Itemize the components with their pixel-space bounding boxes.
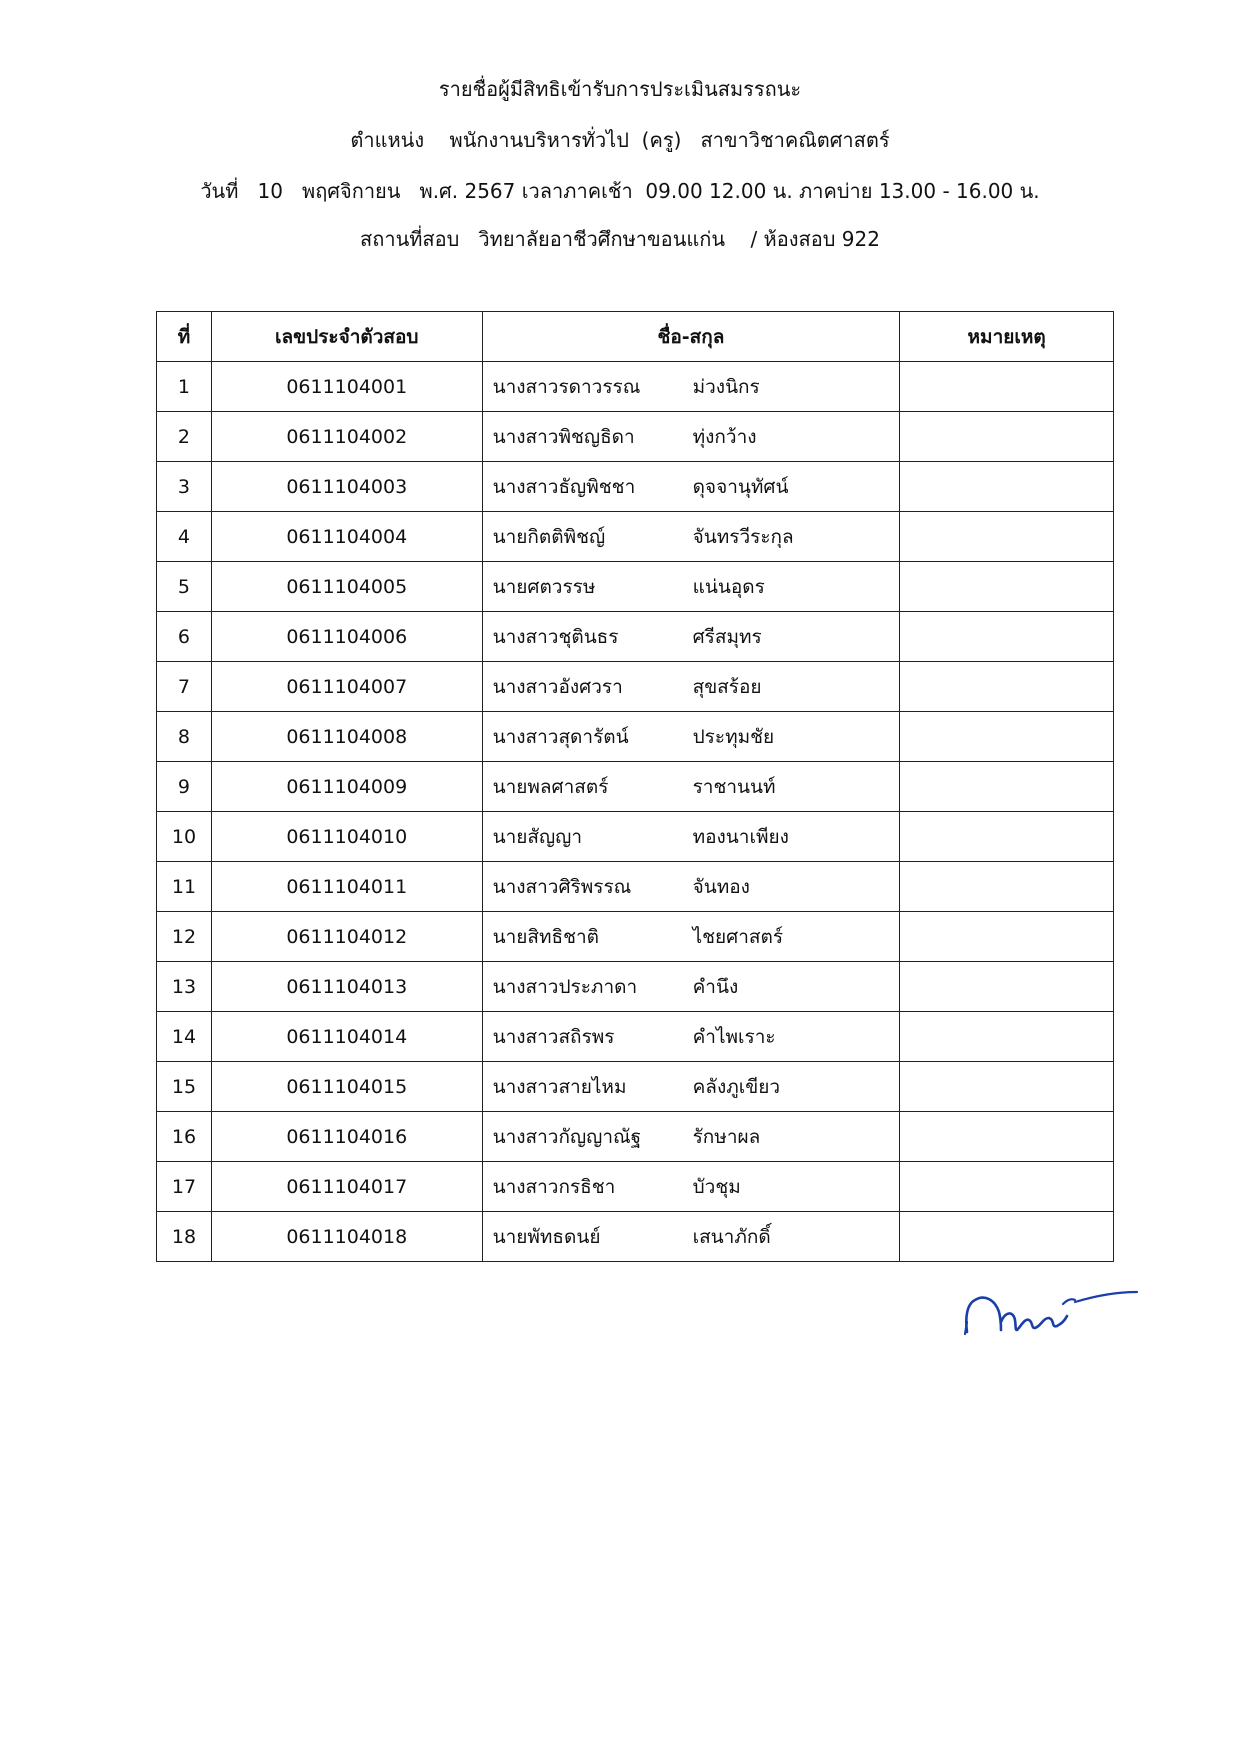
candidate-name (482, 1062, 900, 1112)
table-row (157, 462, 1114, 512)
exam-id: 0611104007 (211, 662, 482, 712)
last-name: ทุ่งกว้าง (692, 425, 757, 448)
first-name: นายพลศาสตร์ (492, 775, 609, 798)
first-name: นางสาวประภาดา (492, 975, 638, 998)
candidate-name (482, 812, 900, 862)
row-number: 4 (157, 512, 212, 562)
exam-id: 0611104014 (211, 1012, 482, 1062)
candidate-name (482, 1012, 900, 1062)
table-row (157, 1012, 1114, 1062)
row-number: 5 (157, 562, 212, 612)
candidate-name (482, 762, 900, 812)
first-name: นายศตวรรษ (492, 575, 596, 598)
exam-id: 0611104002 (211, 412, 482, 462)
table-header-row (157, 312, 1114, 362)
first-name: นางสาวสายไหม (492, 1075, 627, 1098)
candidate-name (482, 662, 900, 712)
exam-id: 0611104012 (211, 912, 482, 962)
remark (900, 462, 1114, 512)
row-number: 18 (157, 1212, 212, 1262)
candidate-name (482, 612, 900, 662)
candidate-name (482, 562, 900, 612)
first-name: นายพัทธดนย์ (492, 1225, 601, 1248)
remark (900, 662, 1114, 712)
last-name: บัวชุม (692, 1175, 741, 1198)
remark (900, 1112, 1114, 1162)
row-number: 17 (157, 1162, 212, 1212)
candidate-name (482, 412, 900, 462)
remark (900, 1012, 1114, 1062)
candidate-name (482, 1212, 900, 1262)
exam-id: 0611104009 (211, 762, 482, 812)
row-number: 3 (157, 462, 212, 512)
table-row (157, 562, 1114, 612)
candidate-name (482, 712, 900, 762)
first-name: นายสิทธิชาติ (492, 925, 600, 948)
row-number: 16 (157, 1112, 212, 1162)
table-row (157, 1162, 1114, 1212)
last-name: เสนาภักดิ์ (692, 1225, 771, 1248)
remark (900, 562, 1114, 612)
last-name: ม่วงนิกร (692, 375, 760, 398)
table-row (157, 662, 1114, 712)
first-name: นางสาวกรธิชา (492, 1175, 616, 1198)
document-title: รายชื่อผู้มีสิทธิเข้ารับการประเมินสมรรถนะ (438, 77, 802, 101)
table-row (157, 962, 1114, 1012)
row-number: 10 (157, 812, 212, 862)
table-row (157, 1062, 1114, 1112)
table-row (157, 362, 1114, 412)
exam-id: 0611104004 (211, 512, 482, 562)
handwritten-signature (955, 1282, 1145, 1342)
column-header-number: ที่ (157, 312, 212, 362)
table-row (157, 812, 1114, 862)
last-name: แน่นอุดร (692, 575, 765, 598)
row-number: 6 (157, 612, 212, 662)
table-body (157, 362, 1114, 1262)
last-name: ราชานนท์ (692, 775, 776, 798)
last-name: รักษาผล (692, 1125, 761, 1148)
remark (900, 1062, 1114, 1112)
exam-id: 0611104018 (211, 1212, 482, 1262)
remark (900, 1212, 1114, 1262)
column-header-name: ชื่อ-สกุล (482, 312, 900, 362)
position-line: ตำแหน่ง พนักงานบริหารทั่วไป (ครู) สาขาวิชาคณิตศาสตร์ (350, 128, 890, 152)
remark (900, 612, 1114, 662)
last-name: จันทอง (692, 875, 750, 898)
table-row (157, 862, 1114, 912)
exam-id: 0611104008 (211, 712, 482, 762)
exam-location-line: สถานที่สอบ วิทยาลัยอาชีวศึกษาขอนแก่น / ห้องสอบ 922 (360, 227, 880, 251)
remark (900, 1162, 1114, 1212)
remark (900, 712, 1114, 762)
table-row (157, 762, 1114, 812)
first-name: นางสาวพิชญธิดา (492, 425, 635, 448)
first-name: นางสาวสถิรพร (492, 1025, 615, 1048)
exam-id: 0611104006 (211, 612, 482, 662)
candidate-name (482, 1112, 900, 1162)
first-name: นางสาวศิริพรรณ (492, 875, 632, 898)
last-name: ทองนาเพียง (692, 825, 789, 848)
row-number: 12 (157, 912, 212, 962)
last-name: ประทุมชัย (692, 725, 775, 748)
first-name: นางสาวชุตินธร (492, 625, 619, 648)
exam-id: 0611104011 (211, 862, 482, 912)
row-number: 8 (157, 712, 212, 762)
candidate-table (156, 311, 1114, 1262)
first-name: นางสาวกัญญาณัฐ (492, 1125, 642, 1148)
table-row (157, 512, 1114, 562)
column-header-remark: หมายเหตุ (900, 312, 1114, 362)
exam-id: 0611104017 (211, 1162, 482, 1212)
candidate-name (482, 362, 900, 412)
exam-id: 0611104015 (211, 1062, 482, 1112)
last-name: ดุจจานุทัศน์ (692, 475, 789, 498)
remark (900, 812, 1114, 862)
exam-id: 0611104003 (211, 462, 482, 512)
first-name: นายสัญญา (492, 825, 583, 848)
candidate-name (482, 962, 900, 1012)
last-name: สุขสร้อย (692, 675, 762, 698)
table-row (157, 712, 1114, 762)
last-name: ไชยศาสตร์ (692, 925, 784, 948)
column-header-exam-id: เลขประจำตัวสอบ (211, 312, 482, 362)
remark (900, 862, 1114, 912)
first-name: นางสาวอังศวรา (492, 675, 623, 698)
remark (900, 962, 1114, 1012)
first-name: นางสาวธัญพิชชา (492, 475, 636, 498)
row-number: 13 (157, 962, 212, 1012)
last-name: คำไพเราะ (692, 1025, 776, 1048)
remark (900, 362, 1114, 412)
candidate-name (482, 512, 900, 562)
remark (900, 912, 1114, 962)
row-number: 14 (157, 1012, 212, 1062)
table-row (157, 412, 1114, 462)
last-name: คลังภูเขียว (692, 1075, 781, 1098)
first-name: นางสาวรดาวรรณ (492, 375, 641, 398)
candidate-name (482, 862, 900, 912)
first-name: นางสาวสุดารัตน์ (492, 725, 629, 748)
date-time-line: วันที่ 10 พฤศจิกายน พ.ศ. 2567 เวลาภาคเช้า 09.00 12.00 น. ภาคบ่าย 13.00 - 16.00 น. (200, 179, 1040, 203)
candidate-name (482, 912, 900, 962)
last-name: จันทรวีระกุล (692, 525, 794, 548)
table-row (157, 1112, 1114, 1162)
row-number: 7 (157, 662, 212, 712)
row-number: 2 (157, 412, 212, 462)
exam-id: 0611104001 (211, 362, 482, 412)
exam-id: 0611104016 (211, 1112, 482, 1162)
table-row (157, 612, 1114, 662)
exam-id: 0611104005 (211, 562, 482, 612)
first-name: นายกิตติพิชญ์ (492, 525, 606, 548)
table-row (157, 912, 1114, 962)
last-name: คำนึง (692, 975, 739, 998)
last-name: ศรีสมุทร (692, 625, 762, 648)
exam-id: 0611104013 (211, 962, 482, 1012)
table-row (157, 1212, 1114, 1262)
row-number: 11 (157, 862, 212, 912)
row-number: 9 (157, 762, 212, 812)
row-number: 1 (157, 362, 212, 412)
row-number: 15 (157, 1062, 212, 1112)
candidate-name (482, 462, 900, 512)
candidate-name (482, 1162, 900, 1212)
exam-id: 0611104010 (211, 812, 482, 862)
remark (900, 762, 1114, 812)
remark (900, 512, 1114, 562)
remark (900, 412, 1114, 462)
